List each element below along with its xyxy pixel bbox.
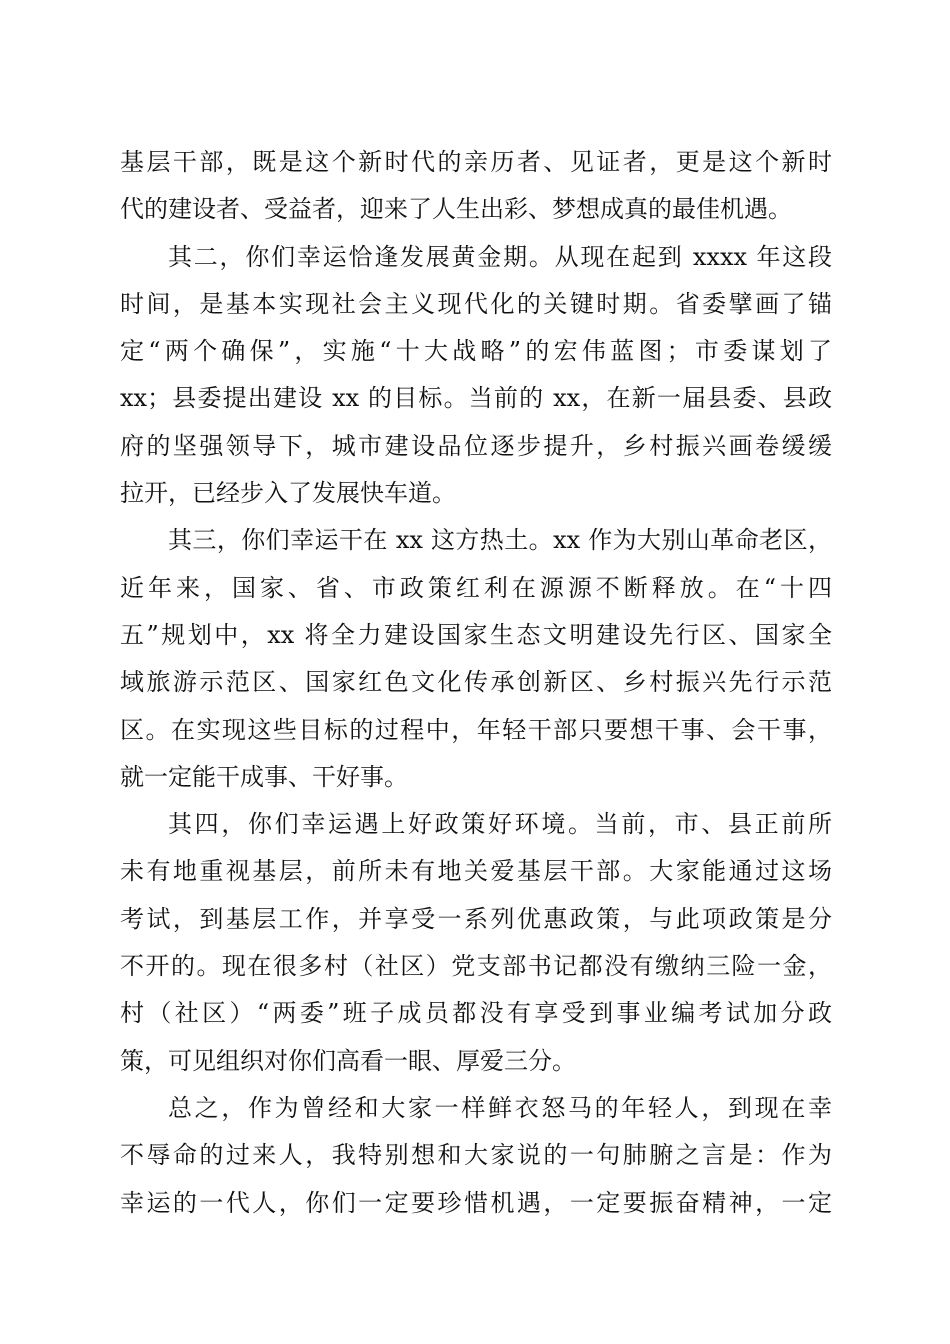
text-line: 未有地重视基层，前所未有地关爱基层干部。大家能通过这场 [120, 857, 832, 886]
text-line: 村（社区）“两委”班子成员都没有享受到事业编考试加分政 [120, 999, 832, 1028]
text-line: 策，可见组织对你们高看一眼、厚爱三分。 [120, 1046, 576, 1075]
text-line: 域旅游示范区、国家红色文化传承创新区、乡村振兴先行示范 [120, 668, 832, 697]
text-line: 就一定能干成事、干好事。 [120, 762, 408, 791]
text-line: xx；县委提出建设 xx 的目标。当前的 xx，在新一届县委、县政 [120, 384, 832, 413]
text-line: 其四，你们幸运遇上好政策好环境。当前，市、县正前所 [168, 810, 832, 839]
text-line: 总之，作为曾经和大家一样鲜衣怒马的年轻人，到现在幸 [168, 1093, 832, 1122]
text-line: 考试，到基层工作，并享受一系列优惠政策，与此项政策是分 [120, 904, 832, 933]
text-line: 时间，是基本实现社会主义现代化的关键时期。省委擘画了锚 [120, 289, 832, 318]
text-line: 府的坚强领导下，城市建设品位逐步提升，乡村振兴画卷缓缓 [120, 431, 832, 460]
text-line: 近年来，国家、省、市政策红利在源源不断释放。在“十四 [120, 573, 832, 602]
text-line: 不开的。现在很多村（社区）党支部书记都没有缴纳三险一金， [120, 952, 832, 981]
text-line: 其二，你们幸运恰逢发展黄金期。从现在起到 xxxx 年这段 [168, 242, 832, 271]
text-line: 区。在实现这些目标的过程中，年轻干部只要想干事、会干事， [120, 715, 832, 744]
text-line: 其三，你们幸运干在 xx 这方热土。xx 作为大别山革命老区， [168, 526, 832, 555]
text-line: 幸运的一代人，你们一定要珍惜机遇，一定要振奋精神，一定 [120, 1188, 832, 1217]
text-line: 拉开，已经步入了发展快车道。 [120, 479, 456, 508]
text-line: 五”规划中，xx 将全力建设国家生态文明建设先行区、国家全 [120, 620, 832, 649]
text-line: 不辱命的过来人，我特别想和大家说的一句肺腑之言是：作为 [120, 1141, 832, 1170]
text-line: 定“两个确保”，实施“十大战略”的宏伟蓝图；市委谋划了 [120, 337, 832, 366]
document-body [120, 139, 832, 1227]
text-line: 基层干部，既是这个新时代的亲历者、见证者，更是这个新时 [120, 148, 832, 176]
text-line: 代的建设者、受益者，迎来了人生出彩、梦想成真的最佳机遇。 [120, 195, 792, 224]
